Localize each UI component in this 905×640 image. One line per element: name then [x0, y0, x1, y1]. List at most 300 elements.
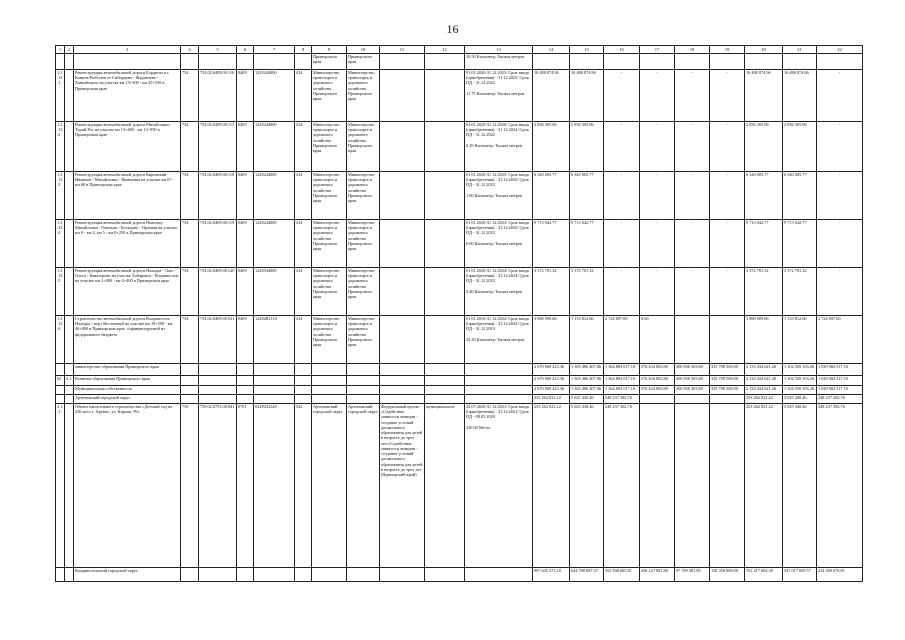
- table-cell: Министерство транспорта и дорожного хозяйства Приморского края: [347, 70, 380, 122]
- table-cell: 754: [181, 122, 199, 172]
- table-cell: [199, 395, 237, 404]
- table-row: [56, 395, 863, 404]
- table-cell: 414: [295, 70, 312, 122]
- table-cell: 0409: [237, 268, 254, 316]
- table-cell: [237, 54, 254, 70]
- table-cell: 5 025 438.46: [570, 404, 604, 568]
- table-cell: Министерство транспорта и дорожного хозяйства Приморского края: [312, 172, 347, 220]
- table-cell: 9 713 042.77: [533, 220, 570, 268]
- table-cell: 253 262 821.22: [533, 395, 570, 404]
- table-cell: 01.01.2020-31.12.2025/ Срок ввода (приобретения) - 31.12.2025/ Срок ПД - 31.12.2022 1.00 Километр; Тысяча метров: [465, 172, 533, 220]
- table-cell: 997 645 373.18: [533, 568, 570, 582]
- table-cell: [347, 568, 380, 582]
- table-cell: 248 237 382.76: [604, 395, 640, 404]
- table-cell: [65, 386, 74, 395]
- table-cell: 2 133 434 621.26: [745, 376, 783, 386]
- table-cell: [199, 54, 237, 70]
- table-cell: Артемовский городской округ: [347, 404, 380, 568]
- table-cell: 547 017 605.57: [783, 568, 817, 582]
- table-cell: [347, 376, 380, 386]
- column-number-cell: 6: [237, 46, 254, 54]
- table-cell: 22.07.2020-31.12.2021/ Срок ввода (приобретения) - 31.12.2021/ Срок ПД - 08.05.2020 230.00 Место: [465, 404, 533, 568]
- table-cell: 10.50 Километр; Тысяча метров: [465, 54, 533, 70]
- table-cell: [295, 568, 312, 582]
- table-cell: Владивостокский городской округ: [74, 568, 181, 582]
- table-cell: -: [604, 122, 640, 172]
- table-cell: [425, 376, 465, 386]
- table-cell: [65, 404, 74, 568]
- column-number-cell: 9: [312, 46, 347, 54]
- table-cell: [56, 395, 65, 404]
- column-number-cell: 17: [640, 46, 675, 54]
- table-cell: 761 317 682.38: [745, 568, 783, 582]
- table-cell: 3 372 701.32: [533, 268, 570, 316]
- table-cell: [425, 364, 465, 376]
- table-cell: 352 838 685.81: [604, 568, 640, 582]
- table-cell: [237, 568, 254, 582]
- table-cell: -: [710, 70, 745, 122]
- column-number-cell: 8: [295, 46, 312, 54]
- table-cell: [295, 376, 312, 386]
- table-cell: -: [604, 172, 640, 220]
- table-cell: [56, 364, 65, 376]
- table-cell: 335 798 500.00: [710, 386, 745, 395]
- table-cell: Министерство транспорта и дорожного хозяйства Приморского края: [347, 122, 380, 172]
- table-cell: [312, 568, 347, 582]
- table-cell: [380, 364, 425, 376]
- table-cell: 0409: [237, 70, 254, 122]
- table-cell: [295, 386, 312, 395]
- table-cell: [425, 395, 465, 404]
- table-cell: 2 836 305.06: [570, 122, 604, 172]
- table-cell: [817, 54, 863, 70]
- table-cell: Объект капитального строительства «Детский сад на 230 мест г. Артём», ул. Кирова, 99»: [74, 404, 181, 568]
- table-cell: 1 153 812.66: [570, 316, 604, 364]
- column-number-cell: 10: [347, 46, 380, 54]
- table-cell: 12202R1110: [254, 316, 295, 364]
- table-cell: [65, 316, 74, 364]
- table-cell: [425, 172, 465, 220]
- table-cell: 2 133 434 621.26: [745, 386, 783, 395]
- table-cell: -: [710, 172, 745, 220]
- table-cell: 754.02.0409.00.118: [199, 172, 237, 220]
- table-cell: [640, 54, 675, 70]
- table-cell: [254, 568, 295, 582]
- column-number-cell: 22: [817, 46, 863, 54]
- table-cell: -: [604, 70, 640, 122]
- table-cell: [295, 54, 312, 70]
- table-cell: [312, 364, 347, 376]
- table-cell: 576 634 803.80: [640, 364, 675, 376]
- table-cell: [347, 386, 380, 395]
- table-cell: 248 237 382.76: [817, 404, 863, 568]
- page-number: 16: [446, 22, 459, 36]
- table-cell: [347, 395, 380, 404]
- table-cell: -: [675, 122, 710, 172]
- table-cell: 024P252320: [254, 404, 295, 568]
- table-cell: [65, 220, 74, 268]
- table-cell: [380, 172, 425, 220]
- table-cell: [570, 54, 604, 70]
- table-cell: [181, 364, 199, 376]
- table-cell: 754.02.0409.00.119: [199, 220, 237, 268]
- table-cell: 335 798 500.00: [710, 364, 745, 376]
- table-cell: 248 237 382.76: [604, 404, 640, 568]
- column-number-cell: 4: [181, 46, 199, 54]
- table-cell: 2 670 069 423.36: [533, 376, 570, 386]
- table-row: [56, 376, 863, 386]
- table-cell: 414: [295, 268, 312, 316]
- table-cell: 3 880 909.66: [533, 316, 570, 364]
- table-cell: -: [675, 172, 710, 220]
- table-cell: 253 262 821.22: [745, 395, 783, 404]
- table-cell: 754: [181, 70, 199, 122]
- table-cell: 3 372 701.32: [783, 268, 817, 316]
- column-number-cell: 20: [745, 46, 783, 54]
- table-cell: 1.2.13.2: [56, 122, 65, 172]
- table-cell: [199, 376, 237, 386]
- table-cell: 754.02.0409.00.021: [199, 316, 237, 364]
- table-cell: Реконструкция автомобильной дороги Михайловка - Турий Рог на участке км 13+400 - км 13+950 в Приморском крае: [74, 122, 181, 172]
- table-cell: [65, 54, 74, 70]
- table-cell: [710, 395, 745, 404]
- table-cell: Артемовский городской округ: [74, 395, 181, 404]
- table-cell: [254, 376, 295, 386]
- table-cell: 1 029 084 517.10: [817, 364, 863, 376]
- table-cell: [181, 54, 199, 70]
- table-cell: 1 364 883 017.10: [604, 376, 640, 386]
- table-row: [56, 220, 863, 268]
- table-cell: муниципальное: [425, 404, 465, 568]
- table-cell: [640, 395, 675, 404]
- table-cell: Артемовский городской округ: [312, 404, 347, 568]
- table-cell: 200 836 303.80: [675, 364, 710, 376]
- table-cell: 16 488 874.96: [783, 70, 817, 122]
- table-cell: 335 798 500.00: [710, 376, 745, 386]
- column-number-cell: 5: [199, 46, 237, 54]
- table-cell: 5 025 438.46: [570, 395, 604, 404]
- table-row: [56, 364, 863, 376]
- table-cell: [465, 386, 533, 395]
- table-cell: [237, 386, 254, 395]
- table-cell: 9 713 042.77: [745, 220, 783, 268]
- table-cell: [312, 386, 347, 395]
- table-cell: Министерство транспорта и дорожного хозяйства Приморского края: [312, 268, 347, 316]
- table-cell: 200 836 303.80: [675, 386, 710, 395]
- table-row: [56, 70, 863, 122]
- table-cell: [465, 568, 533, 582]
- table-cell: 644 780 887.37: [570, 568, 604, 582]
- table-cell: [675, 54, 710, 70]
- column-number-cell: 14: [533, 46, 570, 54]
- table-cell: [254, 54, 295, 70]
- table-cell: министерство образования Приморского края: [74, 364, 181, 376]
- table-cell: Федеральный проект «Содействие занятости женщин - создание условий дошкольного образования для детей в возрасте до трех лет»/Содействие занятости женщин - создание условий дошкольного образования для детей в возрасте до трех лет (Приморский край): [380, 404, 425, 568]
- column-number-cell: 3: [74, 46, 181, 54]
- table-cell: 754.02.0409.00.116: [199, 70, 237, 122]
- table-cell: [65, 395, 74, 404]
- table-row: [56, 54, 863, 70]
- table-cell: [640, 404, 675, 568]
- table-cell: [56, 54, 65, 70]
- table-cell: [465, 364, 533, 376]
- table-cell: [380, 268, 425, 316]
- table-cell: Министерство транспорта и дорожного хозяйства Приморского края: [347, 220, 380, 268]
- table-cell: 414: [295, 122, 312, 172]
- column-number-cell: 11: [380, 46, 425, 54]
- table-cell: -: [604, 220, 640, 268]
- table-cell: [65, 364, 74, 376]
- table-cell: 414: [295, 172, 312, 220]
- table-cell: 6 340 005.77: [533, 172, 570, 220]
- table-cell: 754: [181, 172, 199, 220]
- table-cell: 1 029 084 517.10: [817, 376, 863, 386]
- table-cell: [74, 54, 181, 70]
- table-cell: 576 634 803.80: [640, 386, 675, 395]
- table-cell: 754.02.0409.00.120: [199, 268, 237, 316]
- table-cell: 2 724 697.00: [817, 316, 863, 364]
- table-cell: 0701: [237, 404, 254, 568]
- table-cell: 1 104 350 103.26: [783, 376, 817, 386]
- table-cell: -: [604, 268, 640, 316]
- table-cell: 01.01.2020-31.12.2024/ Срок ввода (приобретения) - 31.12.2024/ Срок ПД - 31.12.2022 0.40 Километр; Тысяча метров: [465, 268, 533, 316]
- table-cell: [181, 395, 199, 404]
- table-cell: [465, 395, 533, 404]
- table-cell: [425, 386, 465, 395]
- table-cell: [254, 386, 295, 395]
- table-cell: 1 104 350 103.26: [783, 364, 817, 376]
- table-cell: [199, 386, 237, 395]
- table-cell: 414: [295, 316, 312, 364]
- table-cell: -: [710, 268, 745, 316]
- table-cell: 9 713 042.77: [783, 220, 817, 268]
- column-number-cell: 12: [425, 46, 465, 54]
- table-row: [56, 316, 863, 364]
- table-cell: Министерство транспорта и дорожного хозяйства Приморского края: [347, 316, 380, 364]
- table-cell: [465, 376, 533, 386]
- table-cell: 236 127 881.80: [640, 568, 675, 582]
- table-cell: 2.1.1: [56, 404, 65, 568]
- table-cell: 576 634 803.80: [640, 376, 675, 386]
- table-cell: [199, 364, 237, 376]
- table-cell: 2 133 434 621.26: [745, 364, 783, 376]
- table-cell: [295, 364, 312, 376]
- table-cell: 1 029 084 517.10: [817, 386, 863, 395]
- table-cell: [181, 568, 199, 582]
- table-row: [56, 268, 863, 316]
- table-cell: Министерство транспорта и дорожного хозяйства Приморского края: [347, 172, 380, 220]
- table-cell: 234 300 076.81: [817, 568, 863, 582]
- column-number-cell: 21: [783, 46, 817, 54]
- table-cell: [745, 54, 783, 70]
- table-cell: 414: [295, 220, 312, 268]
- table-cell: [675, 316, 710, 364]
- table-cell: [425, 122, 465, 172]
- table-cell: 97 769 281.80: [675, 568, 710, 582]
- table-cell: 0409: [237, 220, 254, 268]
- table-cell: -: [675, 70, 710, 122]
- table-cell: 248 237 382.76: [817, 395, 863, 404]
- table-cell: [312, 376, 347, 386]
- table-cell: Приморского края: [347, 54, 380, 70]
- table-cell: 759: [181, 404, 199, 568]
- table-cell: [380, 220, 425, 268]
- table-cell: 5 025 438.46: [783, 404, 817, 568]
- table-cell: -: [817, 268, 863, 316]
- column-number-cell: 13: [465, 46, 533, 54]
- table-cell: 759.02.0701.00.041: [199, 404, 237, 568]
- table-cell: [199, 568, 237, 582]
- budget-table: [55, 45, 863, 582]
- table-cell: -: [817, 122, 863, 172]
- table-cell: 6 340 005.77: [783, 172, 817, 220]
- table-cell: 138 358 600.00: [710, 568, 745, 582]
- table-cell: 1 305 486 407.06: [570, 386, 604, 395]
- table-cell: 754: [181, 220, 199, 268]
- table-cell: [65, 172, 74, 220]
- table-cell: [254, 364, 295, 376]
- table-cell: -: [817, 220, 863, 268]
- table-cell: [181, 386, 199, 395]
- column-number-cell: 1: [56, 46, 65, 54]
- table-cell: 01.01.2020-31.12.2025/ Срок ввода (приобретения) - 31.12.2025/ Срок ПД - 31.12.2022 11.75 Километр; Тысяча метров: [465, 70, 533, 122]
- table-cell: [65, 268, 74, 316]
- table-cell: 6 340 005.77: [570, 172, 604, 220]
- table-cell: 0409: [237, 122, 254, 172]
- table-cell: [65, 122, 74, 172]
- table-cell: 1220544000: [254, 268, 295, 316]
- table-cell: 16 488 874.96: [745, 70, 783, 122]
- table-cell: 2 836 305.06: [533, 122, 570, 172]
- table-cell: Министерство транспорта и дорожного хозяйства Приморского края: [312, 122, 347, 172]
- table-cell: 200 836 303.80: [675, 376, 710, 386]
- table-cell: 2 670 069 423.36: [533, 364, 570, 376]
- table-cell: Реконструкция автомобильной дороги Бордюзы в г. Камень-Рыболов от Сибирцево - Журавлево - Ханкайского на участке км 15+300 - км 25+550 в Приморском крае: [74, 70, 181, 122]
- table-cell: [425, 568, 465, 582]
- column-number-row: [56, 46, 863, 54]
- table-cell: [783, 54, 817, 70]
- table-cell: 1.2.13.5: [56, 268, 65, 316]
- table-cell: [710, 54, 745, 70]
- table-cell: -: [710, 220, 745, 268]
- table-cell: 3 372 701.32: [570, 268, 604, 316]
- table-cell: 1 153 812.66: [783, 316, 817, 364]
- table-cell: Муниципальная собственность: [74, 386, 181, 395]
- table-cell: [425, 268, 465, 316]
- table-cell: 2.1: [65, 376, 74, 386]
- table-cell: 16 488 874.96: [533, 70, 570, 122]
- table-cell: [380, 316, 425, 364]
- table-cell: [380, 122, 425, 172]
- table-cell: 3 372 701.32: [745, 268, 783, 316]
- table-cell: -: [640, 268, 675, 316]
- table-cell: 16 488 874.96: [570, 70, 604, 122]
- column-number-cell: 15: [570, 46, 604, 54]
- table-cell: 6 340 005.77: [745, 172, 783, 220]
- column-number-cell: 19: [710, 46, 745, 54]
- table-cell: 522: [295, 404, 312, 568]
- table-cell: Реконструкция автомобильной дороги Новонад-Михайловка - Омельки - Бельцово - Орловая на участке км 0 - км 2, км 5 - км 8+250 в Приморском крае: [74, 220, 181, 268]
- table-cell: [675, 404, 710, 568]
- table-cell: [237, 395, 254, 404]
- table-cell: 1 104 350 103.26: [783, 386, 817, 395]
- column-number-cell: 18: [675, 46, 710, 54]
- table-cell: Реконструкция автомобильной дороги Кировский - Ивашков - Михайловка - Яковлевка на участке км 67 - км 68 в Приморском крае: [74, 172, 181, 220]
- table-cell: [425, 316, 465, 364]
- table-row: [56, 386, 863, 395]
- table-cell: [312, 395, 347, 404]
- table-cell: [533, 54, 570, 70]
- table-cell: 01.01.2016-31.12.2022/ Срок ввода (приобретения) - 31.12.2022/ Срок ПД - 31.12.2019 25.20 Километр; Тысяча метров: [465, 316, 533, 364]
- table-cell: [710, 316, 745, 364]
- table-cell: [380, 386, 425, 395]
- table-cell: [380, 376, 425, 386]
- table-cell: 2 836 305.06: [783, 122, 817, 172]
- table-cell: 1 305 486 407.06: [570, 376, 604, 386]
- table-cell: [65, 568, 74, 582]
- column-number-cell: 16: [604, 46, 640, 54]
- table-row: [56, 568, 863, 582]
- table-row: [56, 122, 863, 172]
- table-cell: 1.2.13.6: [56, 316, 65, 364]
- table-cell: 02: [56, 376, 65, 386]
- table-cell: [380, 54, 425, 70]
- table-cell: Строительство автомобильной дороги Владивосток - Находка - порт Восточный на участке км 18+500 - км 40+800 в Приморском крае, софинансируемой из федерального бюджета: [74, 316, 181, 364]
- table-cell: 1220244000: [254, 220, 295, 268]
- table-cell: [295, 395, 312, 404]
- table-cell: [347, 364, 380, 376]
- table-cell: [380, 568, 425, 582]
- table-cell: [181, 376, 199, 386]
- table-cell: 253 262 821.22: [745, 404, 783, 568]
- table-cell: Приморского края: [312, 54, 347, 70]
- table-row: [56, 404, 863, 568]
- table-cell: 2 724 697.00: [604, 316, 640, 364]
- table-cell: [604, 54, 640, 70]
- table-cell: -: [640, 122, 675, 172]
- table-cell: -: [675, 268, 710, 316]
- table-cell: 1 305 486 407.06: [570, 364, 604, 376]
- table-cell: 2 836 305.06: [745, 122, 783, 172]
- table-cell: 3 880 909.66: [745, 316, 783, 364]
- table-cell: [425, 54, 465, 70]
- table-cell: -: [640, 172, 675, 220]
- column-number-cell: 2: [65, 46, 74, 54]
- table-cell: 5 025 438.46: [783, 395, 817, 404]
- table-cell: 1220244000: [254, 70, 295, 122]
- table-cell: 0409: [237, 316, 254, 364]
- table-cell: 1220244000: [254, 122, 295, 172]
- table-cell: 253 262 821.22: [533, 404, 570, 568]
- table-cell: [380, 395, 425, 404]
- table-cell: 2 670 069 423.36: [533, 386, 570, 395]
- table-cell: 9 713 042.77: [570, 220, 604, 268]
- table-cell: 0409: [237, 172, 254, 220]
- table-cell: 1 364 883 017.10: [604, 364, 640, 376]
- table-cell: 01.01.2020-31.12.2026/ Срок ввода (приобретения) - 31.12.2024/ Срок ПД - 31.12.2022 0.29 Километр; Тысяча метров: [465, 122, 533, 172]
- table-row: [56, 172, 863, 220]
- table-cell: Министерство транспорта и дорожного хозяйства Приморского края: [312, 220, 347, 268]
- table-cell: [237, 364, 254, 376]
- table-cell: -: [817, 70, 863, 122]
- table-cell: -: [675, 220, 710, 268]
- table-cell: [425, 220, 465, 268]
- table-cell: -: [640, 220, 675, 268]
- table-cell: 754: [181, 268, 199, 316]
- table-cell: 1.2.13.3: [56, 172, 65, 220]
- table-cell: Министерство транспорта и дорожного хозяйства Приморского края: [347, 268, 380, 316]
- table-cell: Развитие образования Приморского края: [74, 376, 181, 386]
